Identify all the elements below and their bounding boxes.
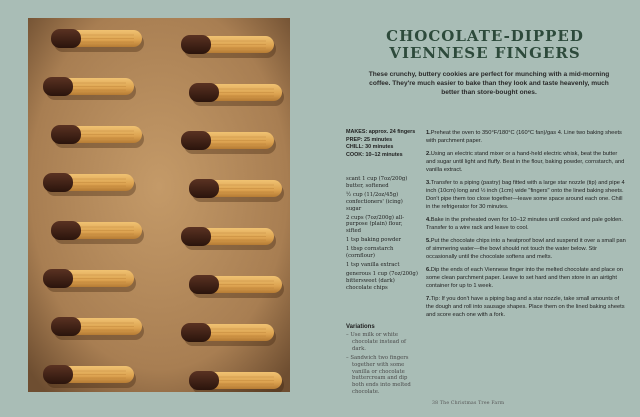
- ingredient-item: 2 cups (7oz/200g) all-purpose (plain) flour, sifted: [346, 214, 405, 235]
- method-step: 5.Put the chocolate chips into a heatproof bowl and suspend it over a small pan of simmering water—the bowl should not touch the water below. Stir occasionally until the chocolate softens and melts.: [426, 238, 626, 260]
- cookies-photo-illustration: [28, 18, 290, 392]
- meta-makes: [346, 129, 416, 137]
- cookie: [51, 125, 144, 148]
- cookies-photo: [28, 18, 290, 392]
- cookie: [189, 275, 284, 298]
- ingredient-item: 1 tsp baking powder: [346, 237, 402, 244]
- method-step: 4.Bake in the preheated oven for 10–12 minutes until cooked and pale golden. Transfer to a wire rack and leave to cool.: [426, 217, 624, 231]
- meta-value: 25 minutes: [363, 136, 393, 143]
- cookie: [189, 179, 284, 202]
- cookie: [43, 269, 136, 292]
- cookie: [189, 83, 284, 106]
- meta-value: approx. 24 fingers: [368, 129, 416, 135]
- ingredients-list: [346, 176, 418, 294]
- meta-value: 30 minutes: [365, 144, 394, 151]
- variation-item: – Sandwich two fingers together with some vanilla or chocolate buttercream and dip both ends into melted chocolate.: [346, 354, 411, 396]
- ingredient-item: scant 1 cup (7oz/200g) butter, softened: [346, 176, 408, 189]
- variations-list: [346, 332, 418, 398]
- cookie: [51, 29, 144, 52]
- method-step: 1.Preheat the oven to 350°F/180°C (160°C fan)/gas 4. Line two baking sheets with parchment paper.: [426, 130, 622, 144]
- meta-label: COOK:: [346, 151, 364, 158]
- variation-item: – Use milk or white chocolate instead of dark.: [346, 332, 406, 352]
- cookie: [51, 317, 144, 340]
- method-step: 6.Dip the ends of each Viennese finger into the melted chocolate and place on some clean parchment paper. Leave to set hard and then store in an airtight container for up to 1 week.: [426, 267, 623, 289]
- recipe-page: [340, 18, 630, 406]
- page-footer: 38 The Christmas Tree Farm: [432, 401, 505, 406]
- cookie: [51, 221, 144, 244]
- ingredient-item: 1 tbsp cornstarch (cornflour): [346, 246, 394, 260]
- cookie: [43, 365, 136, 388]
- ingredient-item: 1 tsp vanilla extract: [346, 261, 400, 268]
- recipe-meta: [346, 129, 416, 159]
- meta-label: MAKES:: [346, 129, 368, 135]
- method-step: 2.Using an electric stand mixer or a hand-held electric whisk, beat the butter and sugar until light and fluffy. Beat in the flour, baking powder, cornstarch, and vanilla extract.: [426, 151, 625, 173]
- meta-value: 10–12 minutes: [365, 151, 403, 158]
- cookie: [181, 227, 276, 250]
- meta-cook: [346, 152, 416, 160]
- ingredient-item: ½ cup (11/2oz/45g) confectioners' (icing) sugar: [346, 191, 403, 212]
- cookie: [43, 77, 136, 100]
- meta-label: CHILL:: [346, 144, 364, 151]
- cookie: [181, 35, 276, 58]
- meta-chill: [346, 144, 416, 152]
- cookie: [181, 323, 276, 346]
- recipe-title-line1: CHOCOLATE-DIPPED: [386, 27, 584, 45]
- meta-prep: [346, 137, 416, 145]
- variations-heading: Variations: [346, 324, 375, 330]
- cookie: [43, 173, 136, 196]
- cookie: [189, 371, 284, 392]
- method-step: 3.Transfer to a piping (pastry) bag fitted with a large star nozzle (tip) and pipe 4 inch (10cm) long and ½ inch (1cm) wide "fingers" onto the lined baking sheets. Don't pipe them too close together—leave some space around each one. Chill in the refrigerator for 30 minutes.: [426, 180, 625, 210]
- method-steps: [426, 129, 626, 324]
- method-step: 7.Tip: If you don't have a piping bag and a star nozzle, take small amounts of the dough and roll into sausage shapes. Place them on the lined baking sheets and score each one with a fork.: [426, 296, 625, 318]
- ingredient-item: generous 1 cup (7oz/200g) bittersweet (dark) chocolate chips: [346, 270, 418, 291]
- cookie: [181, 131, 276, 154]
- meta-label: PREP:: [346, 136, 363, 143]
- recipe-title-line2: VIENNESE FINGERS: [389, 44, 581, 62]
- recipe-intro: These crunchy, buttery cookies are perfect for munching with a mid-morning coffee. They're much easier to bake than they look and taste heavenly, much better than store-bought ones.: [368, 71, 610, 96]
